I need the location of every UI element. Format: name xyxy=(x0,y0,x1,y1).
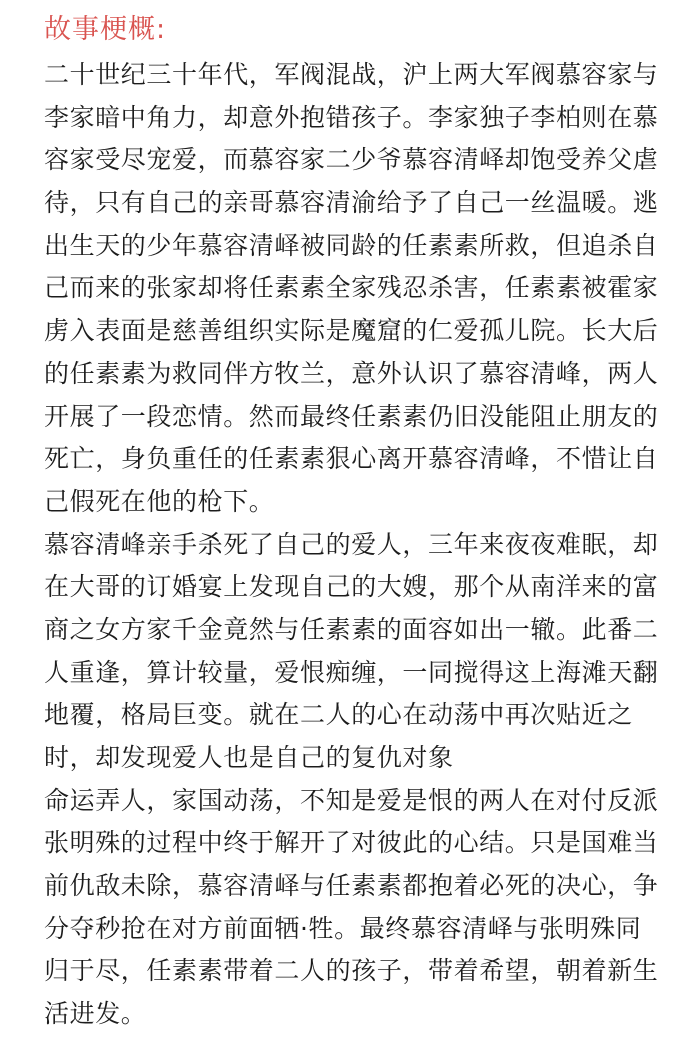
text-line: 死亡，身负重任的任素素狠心离开慕容清峰，不惜让自 xyxy=(44,444,659,474)
text-line: 时，却发现爱人也是自己的复仇对象 xyxy=(44,743,454,772)
text-line: 二十世纪三十年代，军阀混战，沪上两大军阀慕容家与 xyxy=(44,60,659,89)
text-line: 出生天的少年慕容清峄被同龄的任素素所救，但追杀自 xyxy=(44,230,659,260)
text-line: 己而来的张家却将任素素全家残忍杀害，任素素被霍家 xyxy=(44,273,659,303)
text-line: 己假死在他的枪下。 xyxy=(44,486,275,516)
text-line: 李家暗中角力，却意外抱错孩子。李家独子李柏则在慕 xyxy=(44,102,659,132)
text-line: 在大哥的订婚宴上发现自己的大嫂，那个从南洋来的富 xyxy=(44,572,659,602)
text-line: 虏入表面是慈善组织实际是魔窟的仁爱孤儿院。长大后 xyxy=(44,316,659,346)
story-synopsis-body xyxy=(44,54,664,1036)
text-line: 开展了一段恋情。然而最终任素素仍旧没能阻止朋友的 xyxy=(44,401,659,431)
text-line: 命运弄人，家国动荡，不知是爱是恨的两人在对付反派 xyxy=(44,785,659,815)
text-line: 张明殊的过程中终于解开了对彼此的心结。只是国难当 xyxy=(44,828,659,858)
text-line: 前仇敌未除，慕容清峄与任素素都抱着必死的决心，争 xyxy=(44,871,659,901)
text-line: 活进发。 xyxy=(44,999,147,1029)
text-line: 归于尽，任素素带着二人的孩子，带着希望，朝着新生 xyxy=(44,956,659,986)
text-line: 容家受尽宠爱，而慕容家二少爷慕容清峄却饱受养父虐 xyxy=(44,145,659,175)
text-line: 商之女方家千金竟然与任素素的面容如出一辙。此番二 xyxy=(44,614,659,644)
text-line: 人重逢，算计较量，爱恨痴缠，一同搅得这上海滩天翻 xyxy=(44,657,659,687)
text-line: 分夺秒抢在对方前面牺·牲。最终慕容清峄与张明殊同 xyxy=(44,913,642,943)
text-line: 慕容清峰亲手杀死了自己的爱人，三年来夜夜难眠，却 xyxy=(44,529,659,559)
text-line: 的任素素为救同伴方牧兰，意外认识了慕容清峰，两人 xyxy=(44,358,659,388)
text-line: 待，只有自己的亲哥慕容清渝给予了自己一丝温暖。逃 xyxy=(44,188,659,218)
text-line: 地覆，格局巨变。就在二人的心在动荡中再次贴近之 xyxy=(44,700,633,730)
page-title: 故事梗概: xyxy=(44,14,167,45)
